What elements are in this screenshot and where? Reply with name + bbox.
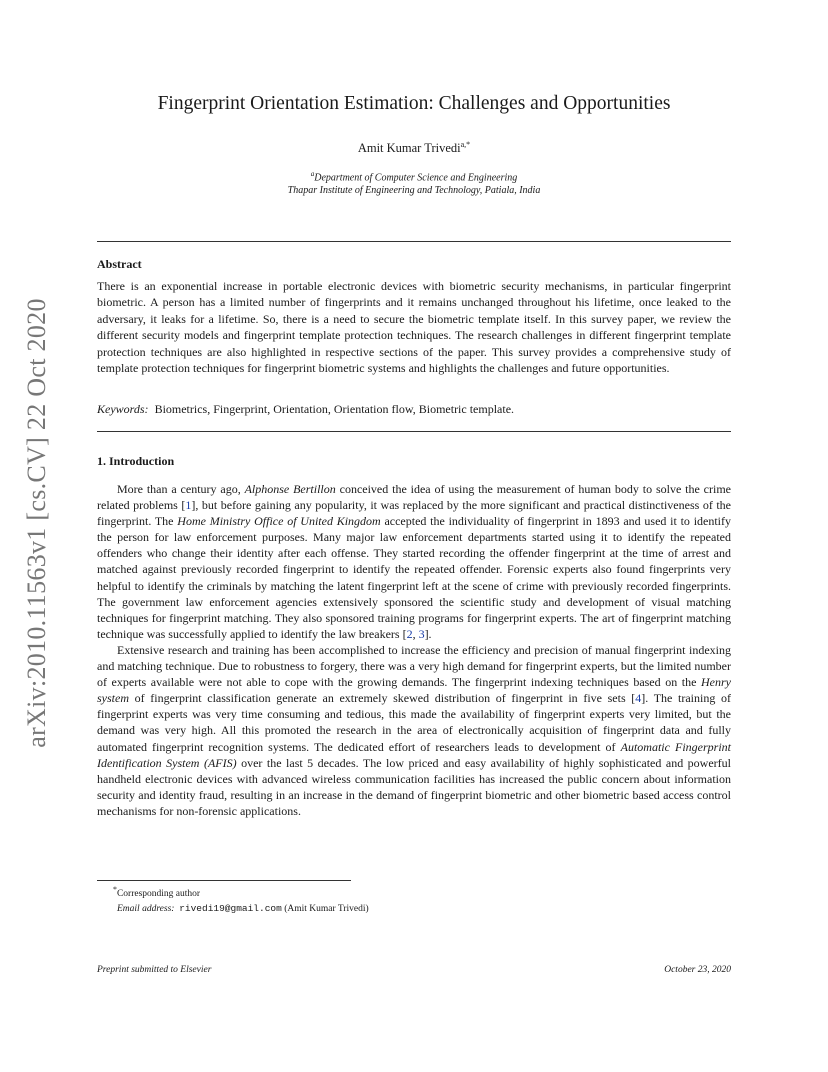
intro-paragraph-1: More than a century ago, Alphonse Bertillon conceived the idea of using the measurement of human body to solve the crime related problems [1], but before gaining any popularity, it was replaced by the more significant and practical distinctiveness of the fingerprint. The Home Ministry Office of United Kingdom accepted the individuality of fingerprint in 1893 and used it to identify the person for law enforcement purposes. Many major law enforcement departments started using it to identify the repeated offenders who change their identity after each offense. They started recording the offender fingerprint at the time of arrest and matched against previously recorded fingerprint to identify the repeated offender. Forensic experts also found fingerprints very helpful to identify the criminals by matching the latent fingerprint left at the scene of crime with previously recorded fingerprints. The government law enforcement agencies extensively sponsored the scientific study and development of visual matching techniques for fingerprint matching. They also sponsored training programs for fingerprint experts. The art of fingerprint matching technique was successfully applied to identify the law breakers [2, 3].	[97, 482, 732, 641]
paper-title: Fingerprint Orientation Estimation: Challenges and Opportunities	[157, 93, 671, 114]
footnote-corresponding: Corresponding author	[116, 889, 201, 900]
introduction-body	[97, 481, 731, 819]
affiliation-mark: a	[310, 170, 315, 178]
citation-link[interactable]: 4	[635, 691, 642, 706]
author-line	[97, 140, 731, 156]
abstract-top-rule	[97, 241, 731, 242]
abstract-heading: Abstract	[97, 257, 142, 271]
abstract-text: There is an exponential increase in portable electronic devices with biometric security mechanisms, in particular fingerprint biometric. A person has a limited number of fingerprints and it remains unchanged throughout his lifetime, once leaked to the adversary, it leaks for a lifetime. So, there is a need to secure the biometric template itself. In this survey paper, we review the different security models and fingerprint template protection techniques. The research challenges in different fingerprint template protection techniques are also highlighted in respective sections of the paper. This survey provides a comprehensive study of template protection techniques for fingerprint biometric systems and highlights the challenges and future opportunities.	[97, 279, 731, 376]
keywords-text: Biometrics, Fingerprint, Orientation, Orientation flow, Biometric template.	[154, 402, 515, 416]
citation-link[interactable]: 3	[418, 626, 425, 641]
intro-paragraph-2: Extensive research and training has been accomplished to increase the efficiency and precision of manual fingerprint indexing and matching technique. Due to robustness to forgery, there was a very high demand for fingerprint experts, but the limited number of experts available were not able to cope with the growing demands. The fingerprint indexing techniques based on the Henry system of fingerprint classification generate an extremely skewed distribution of fingerprint in five sets [4]. The training of fingerprint experts was very time consuming and tedious, this made the availability of fingerprint experts very limited, but the demand was very high. All this promoted the research in the area of electronically acquisition of fingerprint data and fully automated fingerprint recognition systems. The dedicated effort of researchers leads to development of Automatic Fingerprint Identification System (AFIS) over the last 5 decades. The low priced and easy availability of highly sophisticated and powerful handheld electronic devices with advanced wireless communication facilities has increased the public concern about information security and identity fraud, resulting in an increase in the demand of fingerprint biometric and other biometric based access control mechanisms for non-forensic applications.	[97, 642, 731, 818]
footnote-email[interactable]: rivedi19@gmail.com	[179, 902, 282, 914]
footnote-rule	[97, 880, 351, 881]
citation-link[interactable]: 1	[185, 498, 192, 513]
footnote-email-label: Email address:	[117, 903, 175, 914]
abstract-bottom-rule	[97, 431, 731, 432]
footnote-mark: *	[113, 885, 117, 894]
affiliation-line1: Department of Computer Science and Engineering	[314, 172, 518, 184]
footer-date: October 23, 2020	[664, 965, 731, 975]
introduction-heading: 1. Introduction	[97, 454, 175, 468]
footer-preprint: Preprint submitted to Elsevier	[97, 965, 212, 975]
affiliation-line2: Thapar Institute of Engineering and Technology, Patiala, India	[287, 185, 541, 197]
keywords-label: Keywords:	[97, 402, 149, 416]
footnote	[97, 883, 731, 916]
affiliation	[97, 168, 731, 197]
author-name: Amit Kumar Trivedi	[357, 141, 461, 156]
keywords	[97, 402, 731, 417]
arxiv-stamp	[12, 288, 62, 758]
arxiv-stamp-text: arXiv:2010.11563v1 [cs.CV] 22 Oct 2020	[22, 298, 51, 748]
page-footer	[97, 965, 731, 975]
author-marks: a,*	[460, 140, 471, 149]
citation-link[interactable]: 2	[406, 626, 413, 641]
footnote-email-name: (Amit Kumar Trivedi)	[284, 903, 369, 914]
